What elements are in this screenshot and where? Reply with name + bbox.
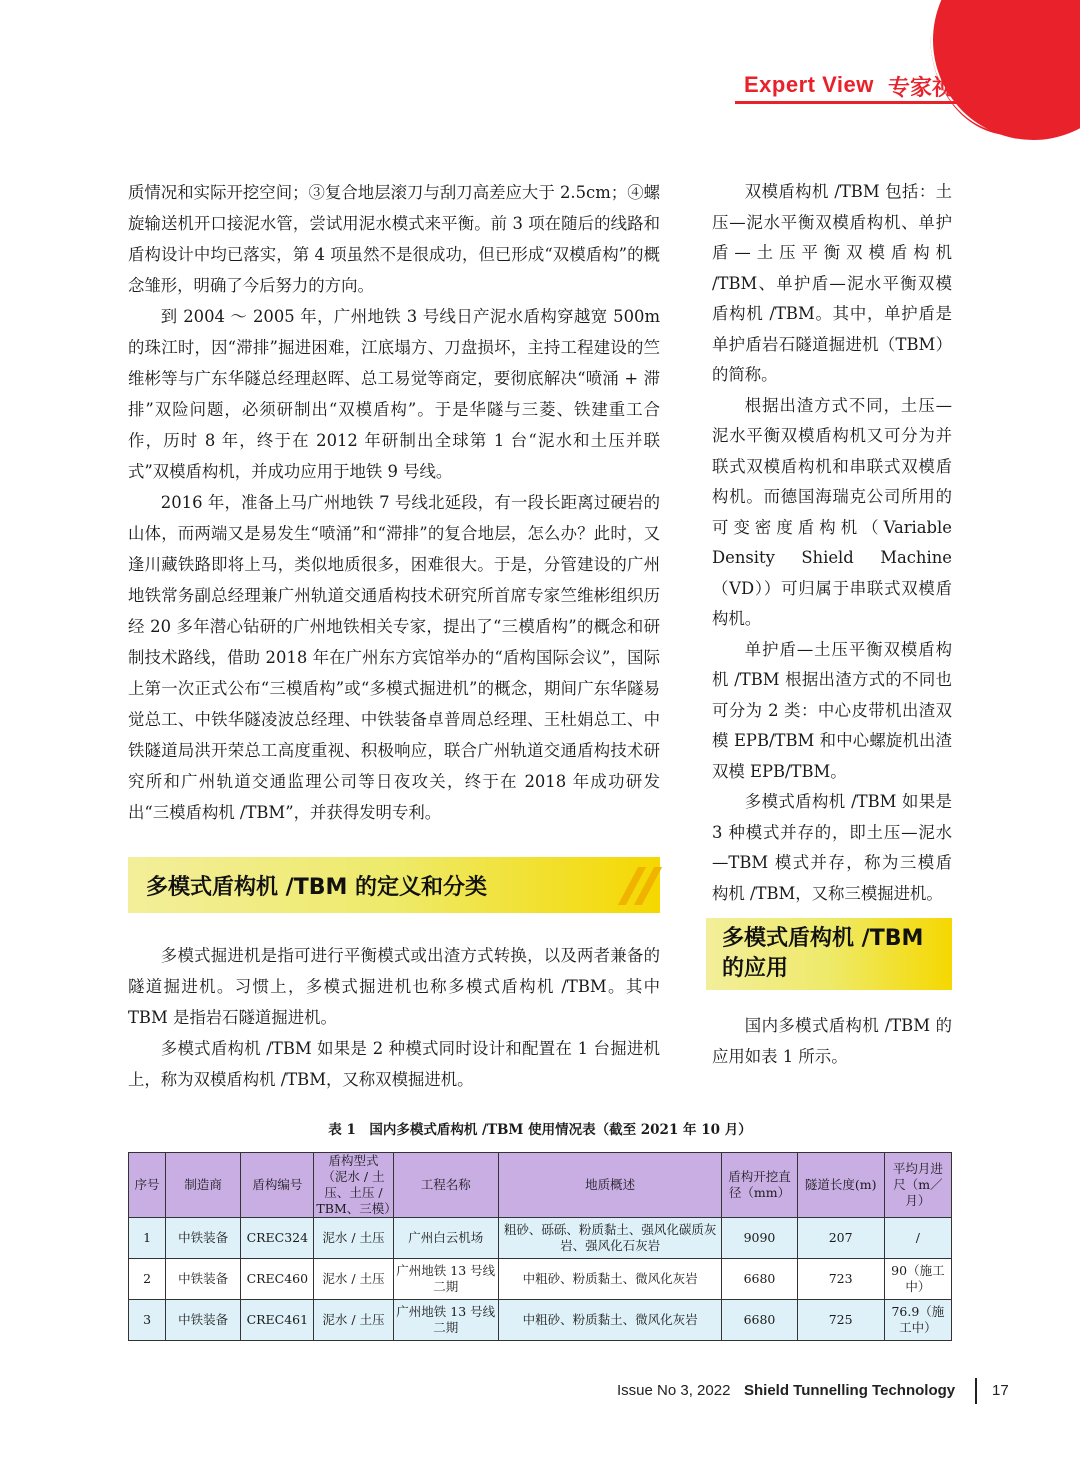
header-cell: 隧道长度(m) <box>797 1153 884 1218</box>
header-cell: 工程名称 <box>393 1153 498 1218</box>
table-cell: 粗砂、砾砾、粉质黏土、强风化碳质灰岩、强风化石灰岩 <box>498 1218 722 1259</box>
table-cell: 9090 <box>722 1218 797 1259</box>
header-cell: 盾构开挖直径（mm） <box>722 1153 797 1218</box>
table-cell: CREC461 <box>241 1300 314 1341</box>
section-2-paragraph: 国内多模式盾构机 /TBM 的应用如表 1 所示。 <box>712 1016 952 1066</box>
main-paragraph-2: 到 2004 ～ 2005 年，广州地铁 3 号线日产泥水盾构穿越宽 500m 的珠江时，因“滞排”掘进困难，江底塌方、刀盘损坏，主持工程建设的竺维彬等与广东华隧总经理赵晖、总工易觉等商定，要彻底解决“喷涌 + 滞排”双险问题，必须研制出“双模盾构”。于是华隧与三菱、铁建重工合作，历时 8 年，终于在 2012 年研制出全球第 1 台“泥水和土压并联式”双模盾构机，并成功应用于地铁 9 号线。 <box>128 307 660 481</box>
header-cell: 地质概述 <box>498 1153 722 1218</box>
table-cell: 泥水 / 土压 <box>314 1218 393 1259</box>
table-cell: 广州地铁 13 号线二期 <box>393 1300 498 1341</box>
right-column <box>712 177 952 909</box>
table-cell: 中铁装备 <box>166 1259 241 1300</box>
table-cell: CREC324 <box>241 1218 314 1259</box>
table-row <box>129 1259 952 1300</box>
table-cell: 中粗砂、粉质黏土、微风化灰岩 <box>498 1259 722 1300</box>
table-cell: / <box>884 1218 951 1259</box>
page-number: 17 <box>992 1382 1009 1399</box>
header-arc-decoration <box>930 0 1080 135</box>
footer-journal-title: Shield Tunnelling Technology <box>744 1382 956 1399</box>
right-paragraph-2: 根据出渣方式不同，土压—泥水平衡双模盾构机又可分为并联式双模盾构机和串联式双模盾构机。而德国海瑞克公司所用的可变密度盾构机（Variable Density Shield Machine（VD））可归属于串联式双模盾构机。 <box>712 395 952 628</box>
table-cell: 723 <box>797 1259 884 1300</box>
section-2-title-line-2: 的应用 <box>722 956 789 981</box>
section-1-paragraph-2: 多模式盾构机 /TBM 如果是 2 种模式同时设计和配置在 1 台掘进机上，称为双模盾构机 /TBM，又称双模掘进机。 <box>128 1039 660 1089</box>
table-row <box>129 1218 952 1259</box>
main-paragraph-1: 质情况和实际开挖空间；③复合地层滚刀与刮刀高差应大于 2.5cm；④螺旋输送机开口接泥水管，尝试用泥水模式来平衡。前 3 项在随后的线路和盾构设计中均已落实，第 4 项虽然不是很成功，但已形成“双模盾构”的概念雏形，明确了今后努力的方向。 <box>128 183 660 295</box>
section-2-body <box>712 1010 952 1072</box>
table-cell: 中铁装备 <box>166 1218 241 1259</box>
table-cell: 泥水 / 土压 <box>314 1300 393 1341</box>
table-cell: 6680 <box>722 1259 797 1300</box>
header-english-title: Expert View <box>744 72 874 97</box>
right-paragraph-1: 双模盾构机 /TBM 包括：土压—泥水平衡双模盾构机、单护盾—土压平衡双模盾构机 /TBM、单护盾—泥水平衡双模盾构机 /TBM。其中，单护盾是单护盾岩石隧道掘进机（TBM）的简称。 <box>712 182 952 384</box>
section-1-body <box>128 940 660 1095</box>
table-header-row <box>129 1153 952 1218</box>
table-cell: 3 <box>129 1300 166 1341</box>
table-cell: 中粗砂、粉质黏土、微风化灰岩 <box>498 1300 722 1341</box>
table-cell: 广州地铁 13 号线二期 <box>393 1259 498 1300</box>
section-2-banner <box>706 918 952 990</box>
section-1-title: 多模式盾构机 /TBM 的定义和分类 <box>146 875 488 900</box>
main-column <box>128 177 660 828</box>
right-paragraph-3: 单护盾—土压平衡双模盾构机 /TBM 根据出渣方式的不同也可分为 2 类：中心皮带机出渣双模 EPB/TBM 和中心螺旋机出渣双模 EPB/TBM。 <box>712 639 952 781</box>
table-cell: 207 <box>797 1218 884 1259</box>
table-cell: 90（施工中） <box>884 1259 951 1300</box>
section-1-paragraph-1: 多模式掘进机是指可进行平衡模式或出渣方式转换，以及两者兼备的隧道掘进机。习惯上，多模式掘进机也称多模式盾构机 /TBM。其中 TBM 是指岩石隧道掘进机。 <box>128 946 660 1027</box>
header-cell: 序号 <box>129 1153 166 1218</box>
table-cell: 2 <box>129 1259 166 1300</box>
table-cell: CREC460 <box>241 1259 314 1300</box>
main-paragraph-3: 2016 年，准备上马广州地铁 7 号线北延段，有一段长距离过硬岩的山体，而两端又是易发生“喷涌”和“滞排”的复合地层，怎么办？此时，又逢川藏铁路即将上马，类似地质很多，困难很大。于是，分管建设的广州地铁常务副总经理兼广州轨道交通盾构技术研究所首席专家竺维彬组织历经 20 多年潜心钻研的广州地铁相关专家，提出了“三模盾构”的概念和研制技术路线，借助 2018 年在广州东方宾馆举办的“盾构国际会议”，国际上第一次正式公布“三模盾构”或“多模式掘进机”的概念，期间广东华隧易觉总工、中铁华隧凌波总经理、中铁装备卓普周总经理、王杜娟总工、中铁隧道局洪开荣总工高度重视、积极响应，联合广州轨道交通盾构技术研究所和广州轨道交通监理公司等日夜攻关，终于在 2018 年成功研发出“三模盾构机 /TBM”，并获得发明专利。 <box>128 493 660 822</box>
right-paragraph-4: 多模式盾构机 /TBM 如果是 3 种模式并存的，即土压—泥水—TBM 模式并存，称为三模盾构机 /TBM，又称三模掘进机。 <box>712 792 952 903</box>
table-cell: 6680 <box>722 1300 797 1341</box>
data-table <box>128 1152 952 1341</box>
table-cell: 76.9（施工中） <box>884 1300 951 1341</box>
section-2-title-line-1: 多模式盾构机 /TBM <box>722 926 924 951</box>
table-cell: 中铁装备 <box>166 1300 241 1341</box>
header-cell: 平均月进尺（m／月） <box>884 1153 951 1218</box>
header-cell: 盾构编号 <box>241 1153 314 1218</box>
table-cell: 广州白云机场 <box>393 1218 498 1259</box>
table-row <box>129 1300 952 1341</box>
header-chinese-title: 专家视点 <box>888 76 977 101</box>
section-2-title <box>722 924 923 984</box>
table-cell: 1 <box>129 1218 166 1259</box>
section-1-banner <box>128 857 660 913</box>
table-cell: 泥水 / 土压 <box>314 1259 393 1300</box>
header-cell: 盾构型式（泥水 / 土压、土压 / TBM、三模） <box>314 1153 393 1218</box>
table-cell: 725 <box>797 1300 884 1341</box>
table-caption: 表 1 国内多模式盾构机 /TBM 使用情况表（截至 2021 年 10 月） <box>328 1122 752 1138</box>
footer-separator <box>975 1378 977 1404</box>
footer-issue: Issue No 3, 2022 <box>617 1382 731 1399</box>
header-cell: 制造商 <box>166 1153 241 1218</box>
